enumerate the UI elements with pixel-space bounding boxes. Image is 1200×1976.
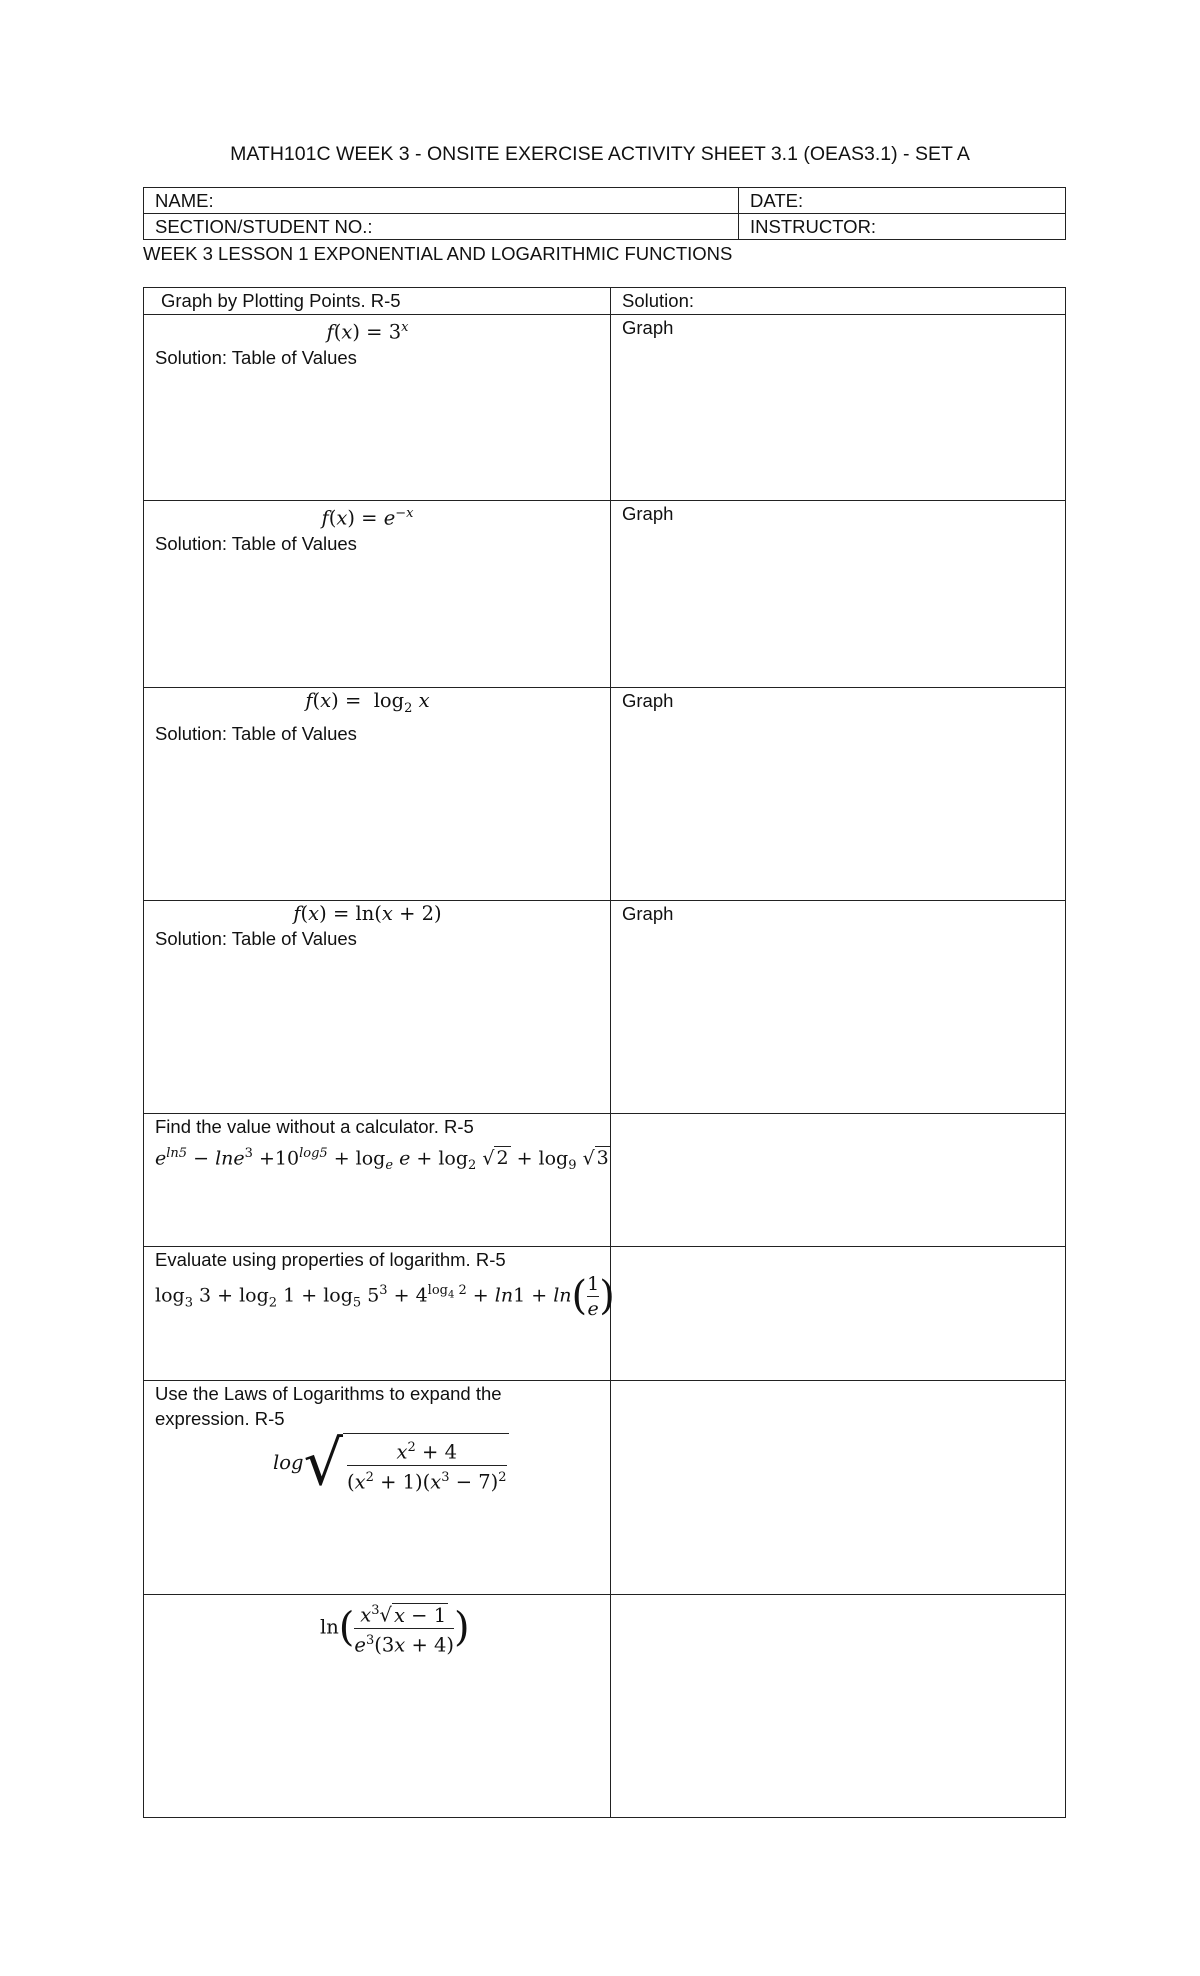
problem-4-formula: f(x) = ln(x + 2) <box>293 902 442 925</box>
expand-1-expression: log√ $\frac{x^2 + 4}{(x^2 + 1)(x^3 - 7)^2}$ <box>273 1426 507 1500</box>
table-values-label: Solution: Table of Values <box>155 928 357 949</box>
name-label: NAME: <box>155 190 214 211</box>
expand-2-cell[interactable] <box>144 1595 611 1818</box>
graph-label: Graph <box>622 690 674 711</box>
problem-3-cell[interactable] <box>144 688 611 901</box>
table-values-label: Solution: Table of Values <box>155 532 357 554</box>
problem-1-formula: $f(x) = 3^x$ <box>326 320 409 344</box>
find-value-expression: $e^{ln5} - \ln e^3 +10^{log5} + \log_e e + \log_2$ √ $2 + \log_9$ √ 3 <box>155 1146 609 1174</box>
graph-label: Graph <box>622 317 674 338</box>
graph-1-cell[interactable] <box>611 315 1066 501</box>
date-label: DATE: <box>750 190 804 211</box>
graph-4-cell[interactable] <box>611 901 1066 1114</box>
left-column-header: Graph by Plotting Points. R-5 <box>144 288 611 315</box>
problem-2-formula: $f(x) = e^{-x}$ <box>321 506 414 530</box>
exercise-table <box>143 287 1066 1818</box>
section-label: SECTION/STUDENT NO.: <box>155 216 373 237</box>
expand-label-2: expression. R-5 <box>155 1408 285 1429</box>
find-value-cell[interactable] <box>144 1114 611 1247</box>
problem-2-cell[interactable] <box>144 501 611 688</box>
instructor-field[interactable] <box>739 214 1066 240</box>
expand-2-expression: ln( $\frac{x^3√ x - 1}{e^3(3x + 4)}$ ) <box>320 1603 470 1656</box>
graph-3-cell[interactable] <box>611 688 1066 901</box>
graph-label: Graph <box>622 903 674 924</box>
section-field[interactable] <box>144 214 739 240</box>
evaluate-cell[interactable] <box>144 1247 615 1381</box>
problem-3-formula: $f(x) = \log_2 x$ <box>305 689 430 716</box>
date-field[interactable] <box>739 188 1066 214</box>
expand-1-answer-cell[interactable] <box>611 1381 1066 1595</box>
instructor-label: INSTRUCTOR: <box>750 216 877 237</box>
evaluate-answer-cell[interactable] <box>611 1247 1066 1381</box>
find-value-label: Find the value without a calculator. R-5 <box>155 1116 474 1137</box>
problem-4-cell[interactable] <box>144 901 611 1114</box>
expand-2-answer-cell[interactable] <box>611 1595 1066 1818</box>
problem-1-cell[interactable] <box>144 315 611 501</box>
graph-label: Graph <box>622 503 674 524</box>
lesson-title: WEEK 3 LESSON 1 EXPONENTIAL AND LOGARITHMIC FUNCTIONS <box>143 243 733 264</box>
student-info-table <box>143 187 1066 240</box>
table-values-label: Solution: Table of Values <box>155 346 357 368</box>
graph-2-cell[interactable] <box>611 501 1066 688</box>
page-title: MATH101C WEEK 3 - ONSITE EXERCISE ACTIVITY SHEET 3.1 (OEAS3.1) - SET A <box>230 143 970 165</box>
right-column-header: Solution: <box>611 288 1066 315</box>
evaluate-label: Evaluate using properties of logarithm. R-5 <box>155 1249 506 1270</box>
expand-1-cell[interactable] <box>144 1381 611 1595</box>
table-values-label: Solution: Table of Values <box>155 722 357 744</box>
evaluate-expression: $\log_3 3 + \log_2 1 + \log_5 5^3 + 4^{log_4 2} + \ln 1 + \ln$( $\frac{1}{e}$ ) <box>155 1273 615 1320</box>
find-value-answer-cell[interactable] <box>611 1114 1066 1247</box>
name-field[interactable] <box>144 188 739 214</box>
expand-label: Use the Laws of Logarithms to expand the <box>155 1383 502 1404</box>
